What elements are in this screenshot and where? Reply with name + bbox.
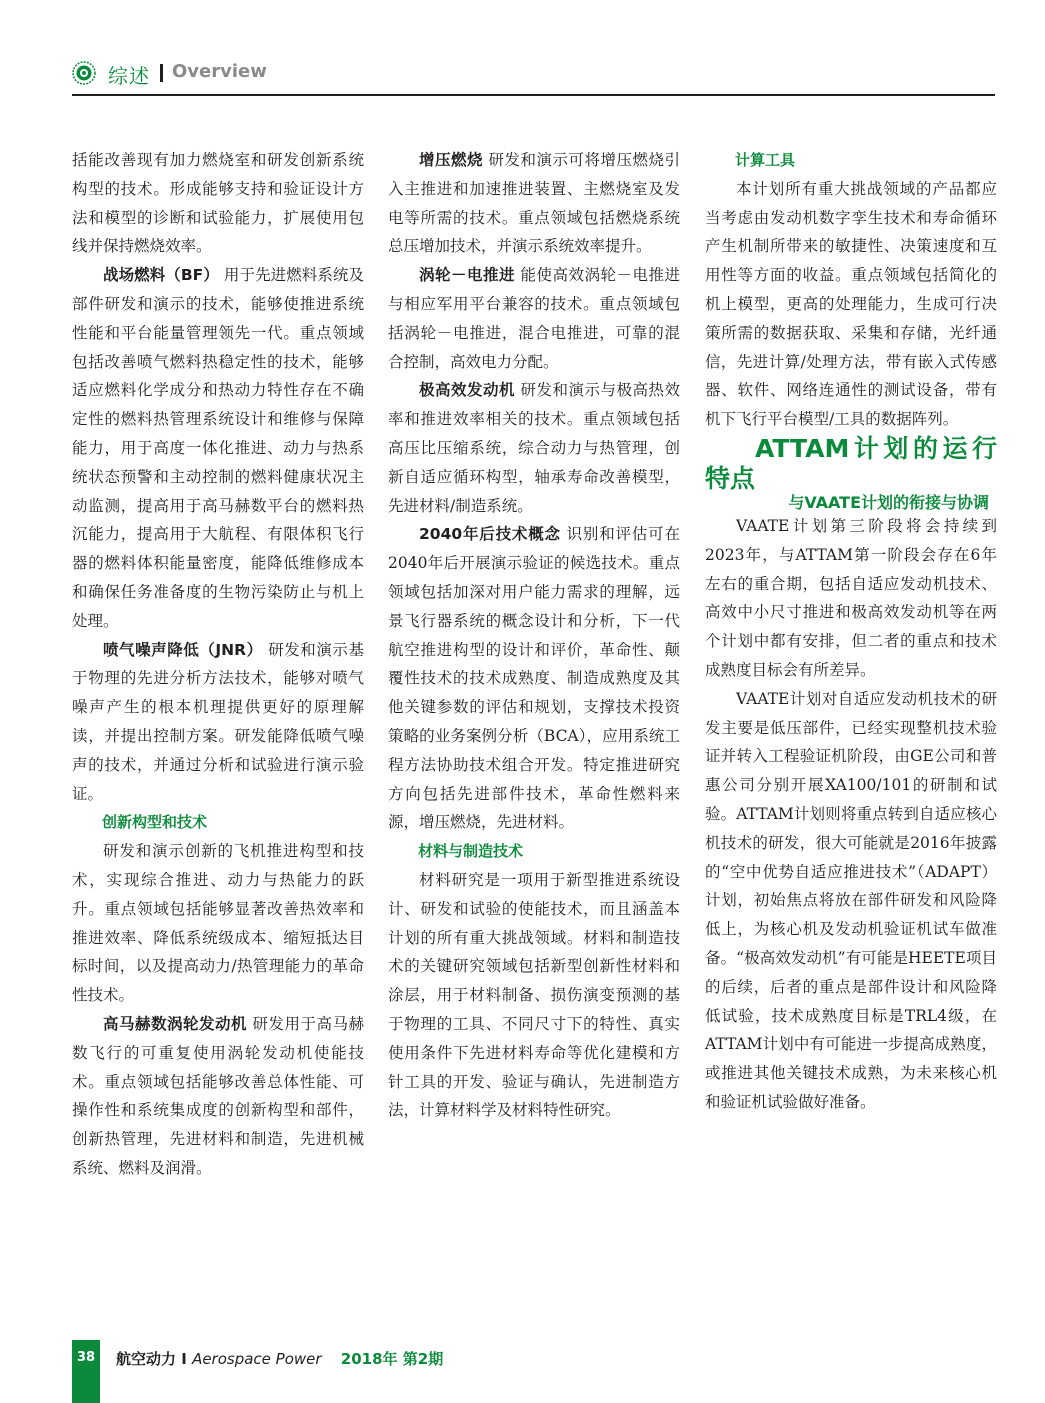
- section-subheading: 与VAATE计划的衔接与协调: [788, 492, 989, 512]
- page-number: 38: [76, 1350, 96, 1365]
- subsection-heading: 材料与制造技术: [418, 842, 524, 861]
- paragraph: VAATE计划第三阶段将会持续到2023年，与ATTAM第一阶段会存在6年左右的重合期，包括自适应发动机技术、高效中小尺寸推进和极高效发动机等在两个计划中都有安排，但二者的重点和技术成熟度目标会有所差异。: [705, 516, 997, 679]
- keyword-paragraph: [388, 376, 680, 520]
- journal-name-en: Aerospace Power: [192, 1350, 322, 1368]
- journal-name-cn: 航空动力: [116, 1350, 177, 1368]
- subsection-heading: 创新构型和技术: [102, 813, 208, 832]
- text-column-1: [72, 146, 364, 1183]
- text-column-2: [388, 146, 680, 1125]
- paragraph-keyword: 2040年后技术概念: [419, 525, 561, 544]
- journal-separator: I: [181, 1350, 193, 1368]
- paragraph-text: 能使高效涡轮－电推进与相应军用平台兼容的技术。重点领域包括涡轮－电推进，混合电推进，可靠的混合控制，高效电力分配。: [388, 266, 680, 371]
- section-heading: ATTAM计划的运行特点: [705, 433, 997, 493]
- paragraph-keyword: 极高效发动机: [419, 381, 516, 400]
- paragraph-continued: 括能改善现有加力燃烧室和研发创新系统构型的技术。形成能够支持和验证设计方法和模型的诊断和试验能力，扩展使用包线并保持燃烧效率。: [72, 151, 364, 256]
- paragraph-text: 用于先进燃料系统及部件研发和演示的技术，能够使推进系统性能和平台能量管理领先一代。重点领域包括改善喷气燃料热稳定性的技术，能够适应燃料化学成分和热动力特性存在不确定性的燃料热管理系统设计和维修与保障能力，用于高度一体化推进、动力与热系统状态预警和主动控制的燃料健康状况主动监测，提高用于高马赫数平台的燃料热沉能力，提高用于大航程、有限体积飞行器的燃料体积能量密度，能降低维修成本和确保任务准备度的生物污染防止与机上处理。: [72, 266, 364, 630]
- section-title-cn: 综述: [108, 64, 150, 88]
- subsection-heading: 计算工具: [735, 151, 796, 169]
- paragraph-text: 研发和演示可将增压燃烧引入主推进和加速推进装置、主燃烧室及发电等所需的技术。重点领域包括燃烧系统总压增加技术，并演示系统效率提升。: [388, 151, 680, 256]
- keyword-paragraph: [388, 146, 680, 261]
- paragraph: 本计划所有重大挑战领域的产品都应当考虑由发动机数字孪生技术和寿命循环产生机制所带来的敏捷性、决策速度和互用性等方面的收益。重点领域包括简化的机上模型，更高的处理能力，生成可行决策所需的数据获取、采集和存储，光纤通信，先进计算/处理方法，带有嵌入式传感器、软件、网络连通性的测试设备，带有机下飞行平台模型/工具的数据阵列。: [705, 179, 997, 429]
- keyword-paragraph: [388, 520, 680, 837]
- keyword-paragraph: [72, 261, 364, 635]
- paragraph-keyword: 高马赫数涡轮发动机: [103, 1014, 248, 1033]
- section-title-en: Overview: [172, 61, 267, 82]
- paragraph-keyword: 增压燃烧: [419, 151, 484, 169]
- section-separator: [160, 64, 163, 82]
- paragraph-text: 研发和演示基于物理的先进分析方法技术，能够对喷气噪声产生的根本机理提供更好的原理解读，并提出控制方案。研发能降低喷气噪声的技术，并通过分析和试验进行演示验证。: [72, 640, 364, 803]
- journal-logo-icon: [72, 61, 96, 85]
- paragraph-text: 识别和评估可在2040年后开展演示验证的候选技术。重点领域包括加深对用户能力需求的理解，远景飞行器系统的概念设计和分析，下一代航空推进构型的设计和评价，革命性、颠覆性技术的技术成熟度、制造成熟度及其他关键参数的评估和规划，支撑技术投资策略的业务案例分析（BCA），应用系统工程方法协助技术组合开发。特定推进研究方向包括先进部件技术，革命性燃料来源，增压燃烧，先进材料。: [388, 525, 680, 832]
- paragraph: 研发和演示创新的飞机推进构型和技术，实现综合推进、动力与热能力的跃升。重点领域包括能够显著改善热效率和推进效率、降低系统级成本、缩短抵达目标时间，以及提高动力/热管理能力的革命性技术。: [72, 842, 364, 1005]
- paragraph-keyword: 涡轮－电推进: [419, 266, 516, 285]
- page-header: [72, 58, 995, 96]
- keyword-paragraph: [388, 261, 680, 376]
- keyword-paragraph: [72, 1010, 364, 1183]
- page-footer: [72, 1340, 572, 1403]
- paragraph: 材料研究是一项用于新型推进系统设计、研发和试验的使能技术，而且涵盖本计划的所有重大挑战领域。材料和制造技术的关键研究领域包括新型创新性材料和涂层，用于材料制备、损伤演变预测的基于物理的工具、不同尺寸下的特性、真实使用条件下先进材料寿命等优化建模和方针工具的开发、验证与确认，先进制造方法，计算材料学及材料特性研究。: [388, 870, 680, 1120]
- paragraph-keyword: 喷气噪声降低（JNR）: [103, 640, 263, 659]
- paragraph: VAATE计划对自适应发动机技术的研发主要是低压部件，已经实现整机技术验证并转入工程验证机阶段，由GE公司和普惠公司分别开展XA100/101的研制和试验。ATTAM计划则将重点转到自适应核心机技术的研发，很大可能就是2016年披露的“空中优势自适应推进技术”（ADAPT）计划，初始焦点将放在部件研发和风险降低上，为核心机及发动机验证机试车做准备。“极高效发动机”有可能是HEETE项目的后续，后者的重点是部件设计和风险降低试验，技术成熟度目标是TRL4级，在ATTAM计划中有可能进一步提高成熟度，或推进其他关键技术成熟，为未来核心机和验证机试验做好准备。: [705, 689, 997, 1111]
- keyword-paragraph: [72, 636, 364, 809]
- header-rule: [72, 94, 995, 96]
- text-column-3: [705, 146, 997, 1117]
- page-number-box: [72, 1340, 100, 1403]
- journal-info: [116, 1348, 443, 1369]
- paragraph-keyword: 战场燃料（BF）: [103, 266, 219, 285]
- paragraph-text: 研发和演示与极高热效率和推进效率相关的技术。重点领域包括高压比压缩系统，综合动力与热管理，创新自适应循环构型，轴承寿命改善模型，先进材料/制造系统。: [388, 381, 680, 515]
- paragraph-text: 研发用于高马赫数飞行的可重复使用涡轮发动机使能技术。重点领域包括能够改善总体性能、可操作性和系统集成度的创新构型和部件，创新热管理，先进材料和制造，先进机械系统、燃料及润滑。: [72, 1014, 364, 1177]
- journal-issue: 2018年 第2期: [340, 1350, 444, 1368]
